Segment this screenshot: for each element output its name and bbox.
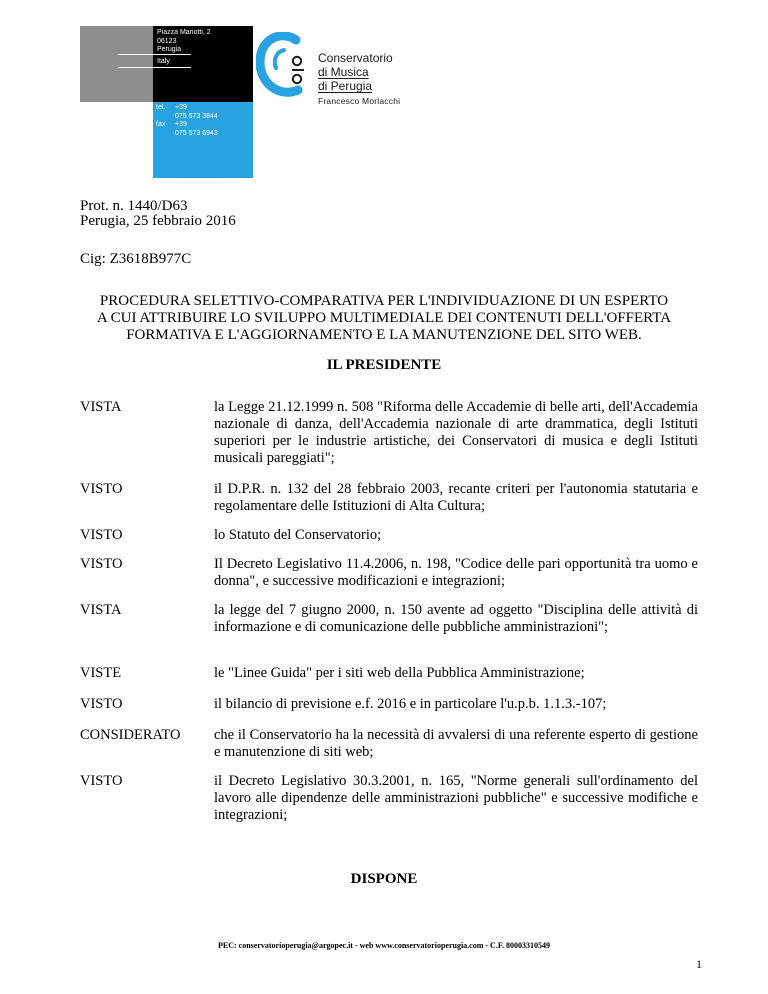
tel-number: 075 573 3844 <box>175 112 218 120</box>
logo-line-3: di Perugia <box>318 79 373 93</box>
item-label: VISTO <box>80 481 123 497</box>
title-line: FORMATIVA E L'AGGIORNAMENTO E LA MANUTENZIONE DEL SITO WEB. <box>126 327 642 343</box>
gray-divider <box>118 54 153 55</box>
header-contact-block <box>153 102 253 178</box>
item-label: VISTA <box>80 602 122 618</box>
footer-contact: PEC: conservatorioperugia@argopec.it - web www.conservatorioperugia.com - C.F. 80003310549 <box>218 941 550 950</box>
fax-prefix: +39 <box>175 121 187 128</box>
address-divider <box>153 54 191 55</box>
cig-code: Cig: Z3618B977C <box>80 251 192 267</box>
address-city: Perugia <box>157 46 182 53</box>
item-text: le "Linee Guida" per i siti web della Pubblica Amministrazione; <box>214 665 585 681</box>
item-label: VISTO <box>80 556 123 572</box>
title-line: PROCEDURA SELETTIVO-COMPARATIVA PER L'INDIVIDUAZIONE DI UN ESPERTO <box>99 293 669 309</box>
item-text: la legge del 7 giugno 2000, n. 150 avente ad oggetto "Disciplina delle attività di informazione e di comunicazione delle pubbliche amministrazioni"; <box>214 602 698 635</box>
item-label: VISTO <box>80 696 123 712</box>
item-text: la Legge 21.12.1999 n. 508 "Riforma delle Accademie di belle arti, dell'Accademia nazionale di danza, dell'Accademia nazionale di arte drammatica, degli Istituti superiori per le industrie artistiche, dei Conservatori di musica e degli Istituti musicali pareggiati"; <box>214 399 698 466</box>
tel-prefix: +39 <box>175 104 187 111</box>
heading-presidente: IL PRESIDENTE <box>326 357 442 373</box>
item-text: il Decreto Legislativo 30.3.2001, n. 165, "Norme generali sull'ordinamento del lavoro alle dipendenze delle amministrazioni pubbliche" e successive modifiche e integrazioni; <box>214 773 698 823</box>
address-divider <box>153 67 191 68</box>
logo-line-1: Conservatorio <box>318 51 393 65</box>
item-text: Il Decreto Legislativo 11.4.2006, n. 198, "Codice delle pari opportunità tra uomo e donna", e successive modificazioni e integrazioni; <box>214 556 698 589</box>
header-address-block <box>153 26 253 102</box>
item-text: che il Conservatorio ha la necessità di avvalersi di una referente esperto di gestione e manutenzione di siti web; <box>214 727 698 760</box>
conservatorio-logo-icon <box>256 32 316 104</box>
item-text: il bilancio di previsione e.f. 2016 e in particolare l'u.p.b. 1.1.3.-107; <box>214 696 607 712</box>
logo-line-2: di Musica <box>318 65 369 79</box>
address-country: Italy <box>157 58 170 65</box>
item-text: lo Statuto del Conservatorio; <box>214 527 382 543</box>
logo-wordmark <box>318 51 400 106</box>
document-title <box>70 293 698 344</box>
heading-dispone: DISPONE <box>350 871 418 887</box>
item-label: VISTO <box>80 527 123 543</box>
title-line: A CUI ATTRIBUIRE LO SVILUPPO MULTIMEDIALE DEI CONTENUTI DELL'OFFERTA <box>96 310 672 326</box>
item-label: VISTA <box>80 399 122 415</box>
address-street: Piazza Mariotti, 2 <box>157 29 211 36</box>
fax-number: 075 573 6943 <box>175 129 218 137</box>
tel-label: tel. <box>156 104 166 111</box>
header-gray-block <box>80 26 153 102</box>
protocol-number: Prot. n. 1440/D63 <box>80 198 188 214</box>
page-number: 1 <box>696 957 702 971</box>
address-cap: 06123 <box>157 37 177 45</box>
item-label: CONSIDERATO <box>80 727 181 743</box>
item-text: il D.P.R. n. 132 del 28 febbraio 2003, recante criteri per l'autonomia statutaria e regolamentare delle Istituzioni di Alta Cultura; <box>214 481 698 514</box>
item-label: VISTO <box>80 773 123 789</box>
fax-label: fax <box>156 121 166 128</box>
logo-subtitle: Francesco Morlacchi <box>318 96 401 106</box>
item-label: VISTE <box>80 665 122 681</box>
place-date: Perugia, 25 febbraio 2016 <box>80 213 236 229</box>
gray-divider <box>118 67 153 68</box>
